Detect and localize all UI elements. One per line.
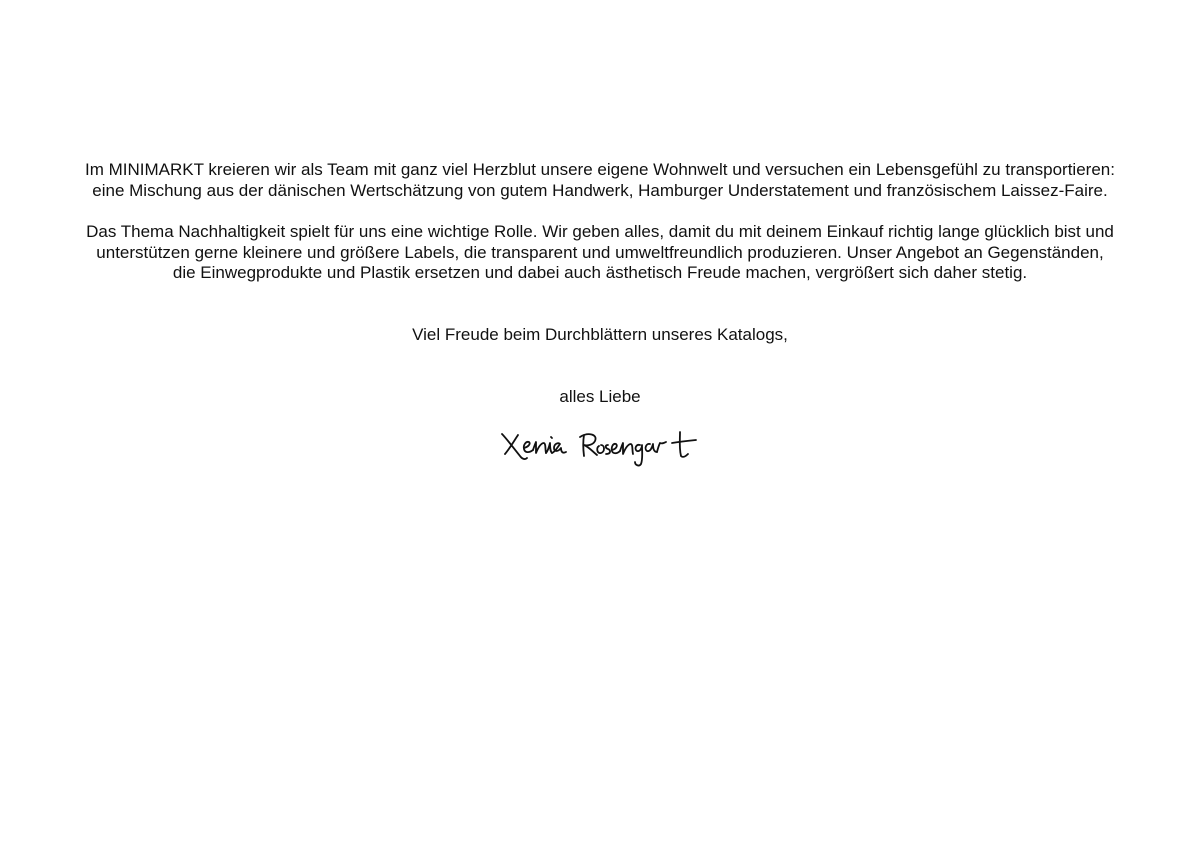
intro-line: eine Mischung aus der dänischen Wertschätzung von gutem Handwerk, Hamburger Understatement und französischem Laissez-Faire. [92, 180, 1108, 200]
regards-line [40, 387, 1160, 408]
intro-line: Im MINIMARKT kreieren wir als Team mit ganz viel Herzblut unsere eigene Wohnwelt und versuchen ein Lebensgefühl zu transportieren: [85, 160, 1115, 179]
intro-paragraph [40, 160, 1160, 201]
handwritten-signature [498, 426, 704, 468]
sustainability-paragraph [40, 222, 1160, 284]
closing-text: Viel Freude beim Durchblättern unseres Katalogs, [412, 325, 788, 344]
sustainability-line: unterstützen gerne kleinere und größere Labels, die transparent und umweltfreundlich produzieren. Unser Angebot an Gegenständen, [96, 242, 1104, 262]
sustainability-line: Das Thema Nachhaltigkeit spielt für uns eine wichtige Rolle. Wir geben alles, damit du mit deinem Einkauf richtig lange glücklich bist und [86, 222, 1114, 241]
regards-text: alles Liebe [559, 387, 641, 406]
signature-drawing [498, 426, 704, 468]
closing-line [40, 325, 1160, 346]
sustainability-line: die Einwegprodukte und Plastik ersetzen und dabei auch ästhetisch Freude machen, vergrößert sich daher stetig. [172, 263, 1028, 282]
